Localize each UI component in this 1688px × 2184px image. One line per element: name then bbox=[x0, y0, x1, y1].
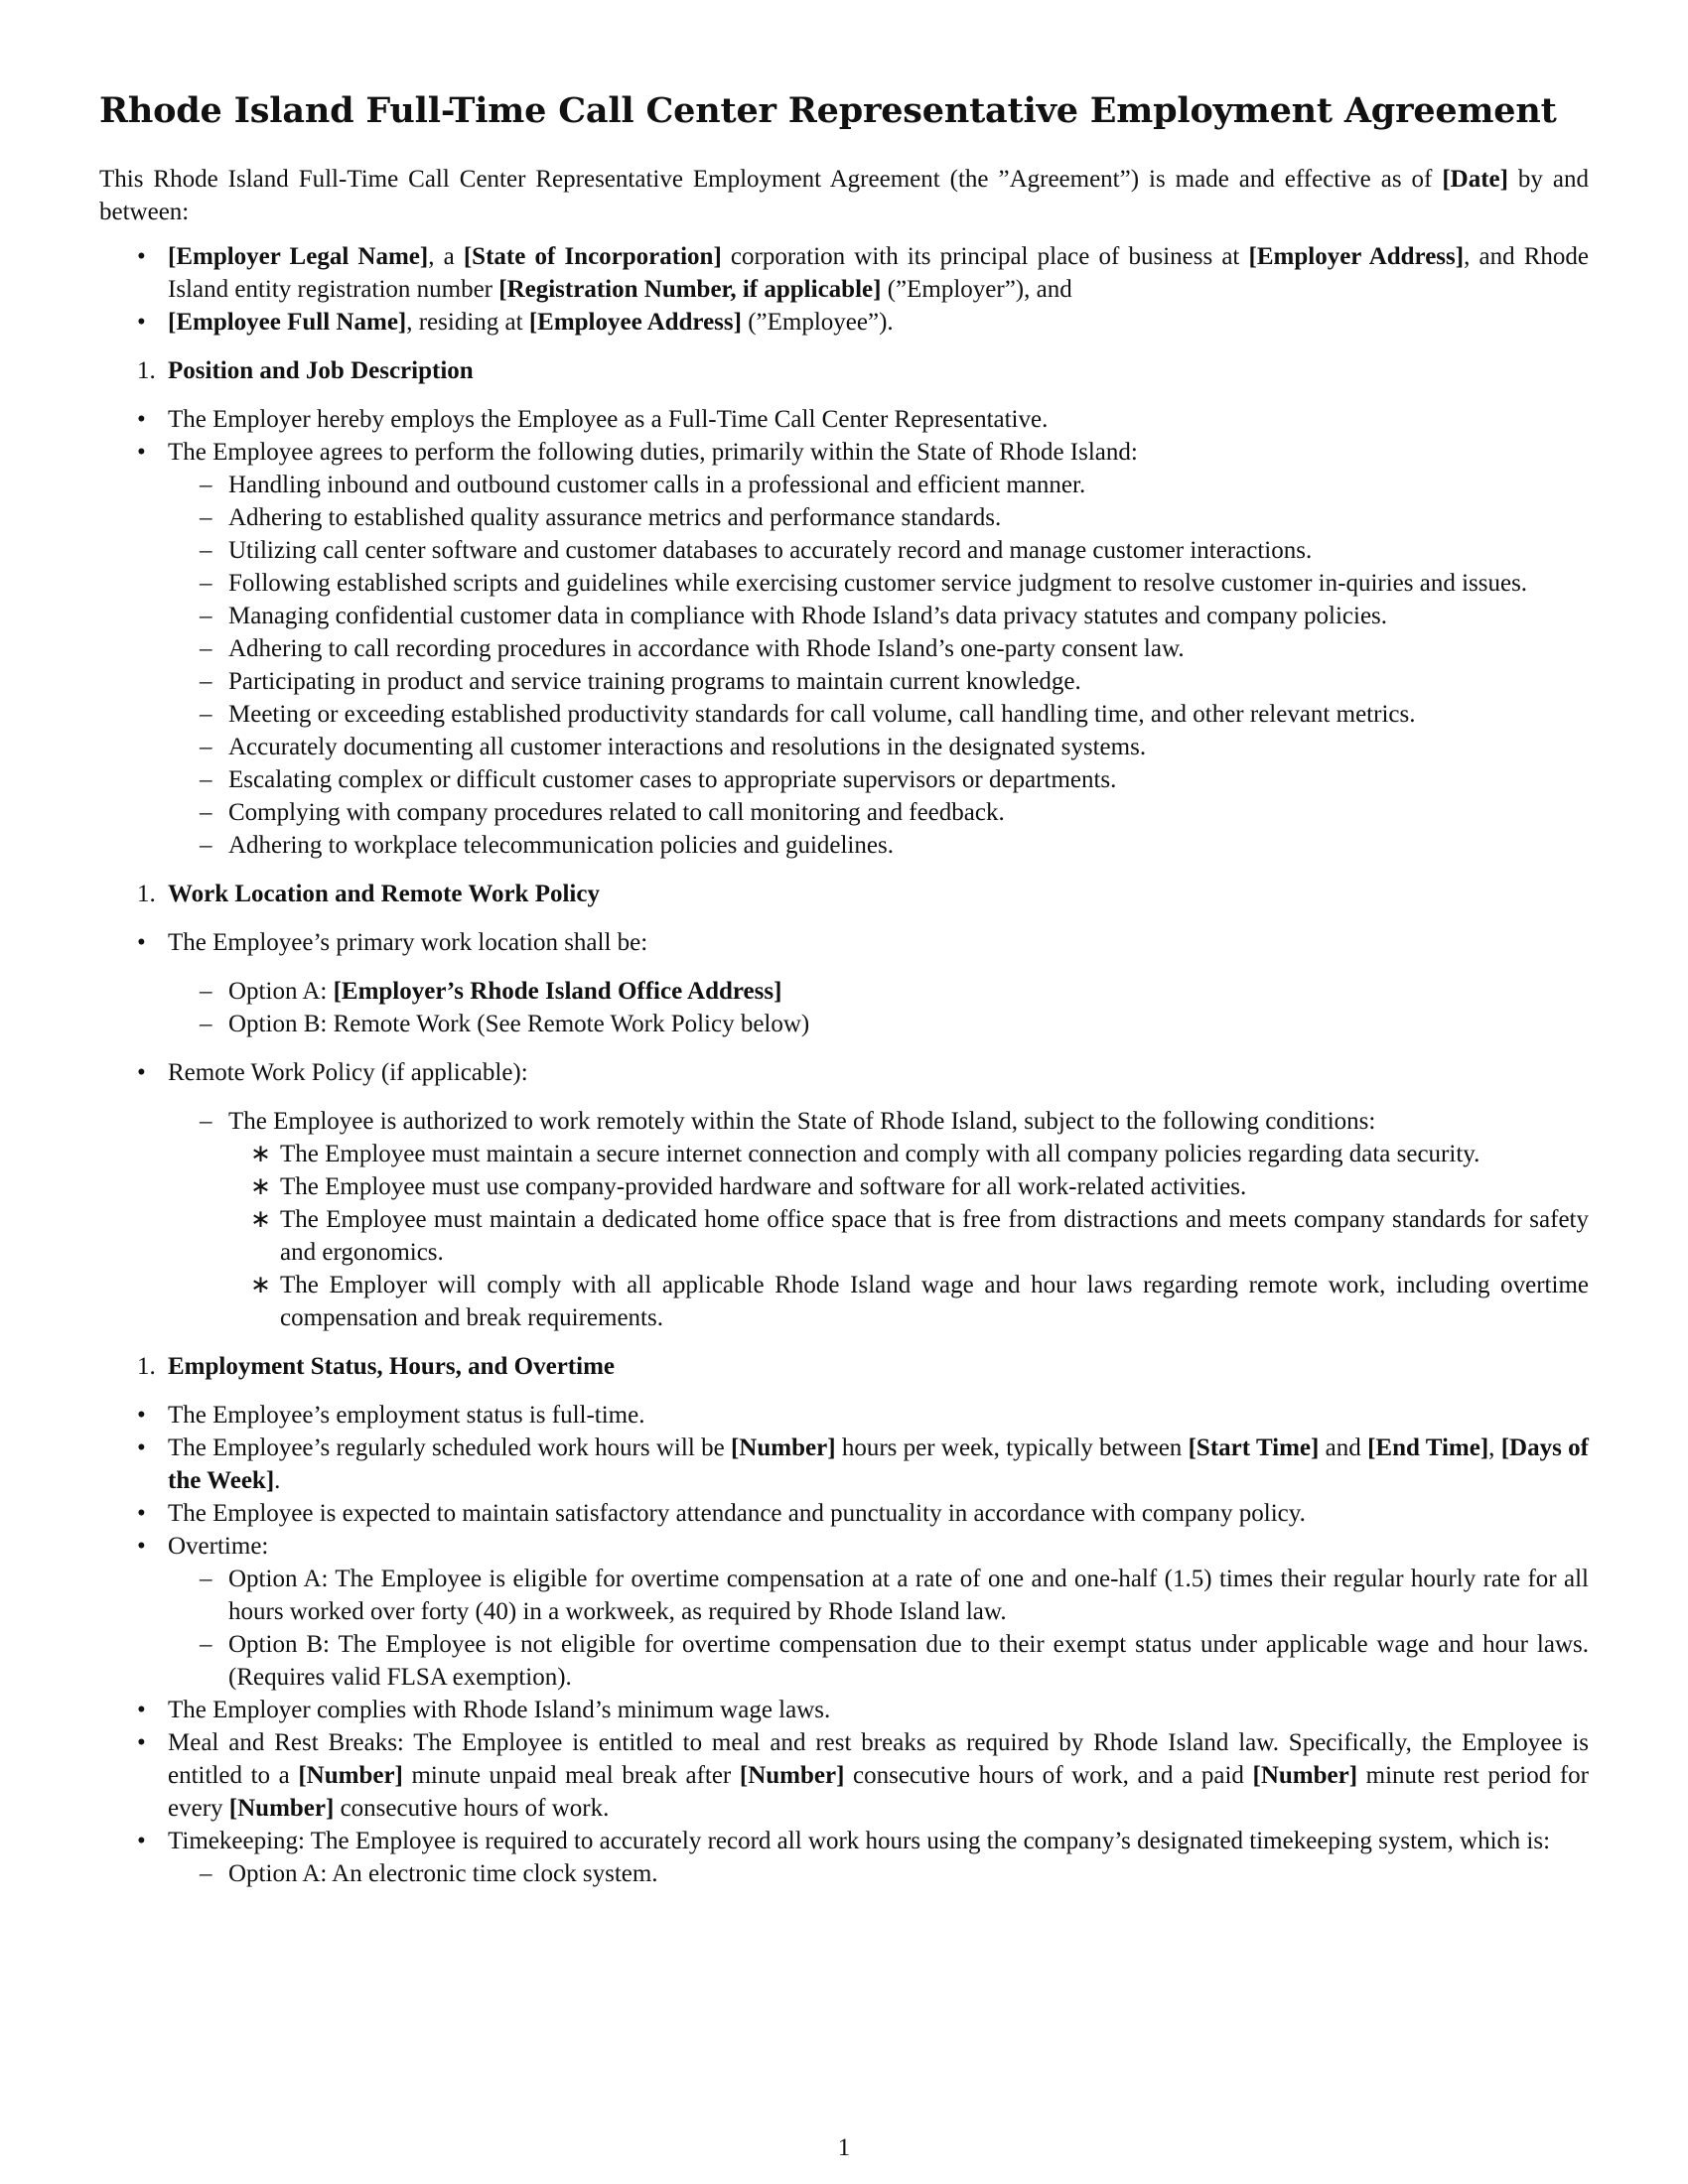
date-placeholder: [Date] bbox=[1442, 166, 1508, 193]
list-item: • The Employee’s employment status is full-time. bbox=[99, 1399, 1589, 1432]
duty-item: – Adhering to call recording procedures in accordance with Rhode Island’s one-party consent law. bbox=[168, 632, 1589, 665]
parties-list bbox=[99, 240, 1589, 339]
duty-item: – Escalating complex or difficult customer cases to appropriate supervisors or departments. bbox=[168, 763, 1589, 796]
list-item: • The Employer hereby employs the Employee as a Full-Time Call Center Representative. bbox=[99, 403, 1589, 436]
duty-item: – Accurately documenting all customer interactions and resolutions in the designated systems. bbox=[168, 731, 1589, 763]
status-list bbox=[99, 1399, 1589, 1890]
duty-item: – Adhering to established quality assurance metrics and performance standards. bbox=[168, 501, 1589, 534]
overtime-option: – Option A: The Employee is eligible for overtime compensation at a rate of one and one-half (1.5) times their regular hourly rate for all hours worked over forty (40) in a workweek, as required by Rhode Island law. bbox=[168, 1563, 1589, 1628]
condition-item: ∗ The Employee must maintain a dedicated home office space that is free from distractions and meets company standards for safety and ergonomics. bbox=[228, 1203, 1589, 1269]
remote-conditions-list bbox=[228, 1138, 1589, 1334]
duty-item: – Adhering to workplace telecommunication policies and guidelines. bbox=[168, 829, 1589, 862]
section-heading-location: 1. Work Location and Remote Work Policy bbox=[137, 881, 600, 907]
duties-list bbox=[168, 469, 1589, 862]
location-option-b: – Option B: Remote Work (See Remote Work Policy below) bbox=[168, 1008, 1589, 1040]
list-item: • The Employer complies with Rhode Island’s minimum wage laws. bbox=[99, 1694, 1589, 1726]
section-heading-position: 1. Position and Job Description bbox=[137, 357, 474, 384]
page-number: 1 bbox=[837, 2134, 851, 2161]
list-item: • Overtime: – Option A: The Employee is eligible for overtime compensation at a rate of one and one-half (1.5) times their regular hourly rate for all hours worked over forty (40) in a workweek, as required by Rhode Island law. – Option B: The Employee is not eligible for overtime compensation due to their exempt status under applicable wage and hour laws. (Requires valid FLSA exemption). bbox=[99, 1530, 1589, 1694]
list-item: • Remote Work Policy (if applicable): – The Employee is authorized to work remotely within the State of Rhode Island, subject to the following conditions: ∗ The Employee must maintain a secure internet connection and comply with all company policies regarding data security. ∗ The Employee must use company-provided hardware and software for all work-related activities. ∗ The Employee must maintain a dedicated home office space that is free from distractions and meets company standards for safety and ergonomics. ∗ The Employer will comply with all applicable Rhode Island wage and hour laws regarding remote work, including overtime compensation and break requirements. bbox=[99, 1056, 1589, 1334]
list-item: • The Employee is expected to maintain satisfactory attendance and punctuality in accordance with company policy. bbox=[99, 1497, 1589, 1530]
overtime-option: – Option B: The Employee is not eligible for overtime compensation due to their exempt status under applicable wage and hour laws. (Requires valid FLSA exemption). bbox=[168, 1628, 1589, 1694]
intro-paragraph: This Rhode Island Full-Time Call Center Representative Employment Agreement (the ”Agreement”) is made and effective as of [Date] by and between: bbox=[99, 166, 1589, 225]
condition-item: ∗ The Employer will comply with all applicable Rhode Island wage and hour laws regarding remote work, including overtime compensation and break requirements. bbox=[228, 1269, 1589, 1334]
duty-item: – Meeting or exceeding established productivity standards for call volume, call handling time, and other relevant metrics. bbox=[168, 698, 1589, 731]
condition-item: ∗ The Employee must maintain a secure internet connection and comply with all company policies regarding data security. bbox=[228, 1138, 1589, 1170]
duty-item: – Participating in product and service training programs to maintain current knowledge. bbox=[168, 665, 1589, 698]
remote-policy-list bbox=[168, 1105, 1589, 1334]
section-heading-status: 1. Employment Status, Hours, and Overtime bbox=[137, 1353, 615, 1380]
list-item: • Meal and Rest Breaks: The Employee is entitled to meal and rest breaks as required by Rhode Island law. Specifically, the Employee is entitled to a [Number] minute unpaid meal break after [Number] consecutive hours of work, and a paid [Number] minute rest period for every [Number] consecutive hours of work. bbox=[99, 1726, 1589, 1825]
location-options bbox=[168, 975, 1589, 1040]
document-page bbox=[99, 87, 1589, 1890]
overtime-options bbox=[168, 1563, 1589, 1694]
location-list bbox=[99, 926, 1589, 1334]
location-option-a: – Option A: [Employer’s Rhode Island Office Address] bbox=[168, 975, 1589, 1008]
duty-item: – Managing confidential customer data in compliance with Rhode Island’s data privacy statutes and company policies. bbox=[168, 600, 1589, 632]
duty-item: – Utilizing call center software and customer databases to accurately record and manage customer interactions. bbox=[168, 534, 1589, 567]
timekeeping-option: – Option A: An electronic time clock system. bbox=[168, 1857, 1589, 1890]
timekeeping-options bbox=[168, 1857, 1589, 1890]
duty-item: – Handling inbound and outbound customer calls in a professional and efficient manner. bbox=[168, 469, 1589, 501]
duty-item: – Complying with company procedures related to call monitoring and feedback. bbox=[168, 796, 1589, 829]
list-item: • Timekeeping: The Employee is required to accurately record all work hours using the company’s designated timekeeping system, which is: – Option A: An electronic time clock system. bbox=[99, 1825, 1589, 1890]
duty-item: – Following established scripts and guidelines while exercising customer service judgment to resolve customer in-quiries and issues. bbox=[168, 567, 1589, 600]
employer-party: • [Employer Legal Name], a [State of Incorporation] corporation with its principal place of business at [Employer Address], and Rhode Island entity registration number [Registration Number, if applicable] (”Employer”), and bbox=[99, 240, 1589, 306]
list-item: • The Employee’s regularly scheduled work hours will be [Number] hours per week, typically between [Start Time] and [End Time], [Days of the Week]. bbox=[99, 1432, 1589, 1497]
list-item: • The Employee agrees to perform the following duties, primarily within the State of Rhode Island: – Handling inbound and outbound customer calls in a professional and efficient manner. – Adhering to established quality assurance metrics and performance standards. – Utilizing call center software and customer databases to accurately record and manage customer interactions. – Following established scripts and guidelines while exercising customer service judgment to resolve customer in-quiries and issues. – Managing confidential customer data in compliance with Rhode Island’s data privacy statutes and company policies. – Adhering to call recording procedures in accordance with Rhode Island’s one-party consent law. – Participating in product and service training programs to maintain current knowledge. – Meeting or exceeding established productivity standards for call volume, call handling time, and other relevant metrics. – Accurately documenting all customer interactions and resolutions in the designated systems. – Escalating complex or difficult customer cases to appropriate supervisors or departments. – Complying with company procedures related to call monitoring and feedback. – Adhering to workplace telecommunication policies and guidelines. bbox=[99, 436, 1589, 862]
list-item: • The Employee’s primary work location shall be: – Option A: [Employer’s Rhode Island Office Address] – Option B: Remote Work (See Remote Work Policy below) bbox=[99, 926, 1589, 1040]
position-list bbox=[99, 403, 1589, 862]
document-title: Rhode Island Full-Time Call Center Representative Employment Agreement bbox=[99, 90, 1557, 131]
remote-policy-item: – The Employee is authorized to work remotely within the State of Rhode Island, subject to the following conditions: ∗ The Employee must maintain a secure internet connection and comply with all company policies regarding data security. ∗ The Employee must use company-provided hardware and software for all work-related activities. ∗ The Employee must maintain a dedicated home office space that is free from distractions and meets company standards for safety and ergonomics. ∗ The Employer will comply with all applicable Rhode Island wage and hour laws regarding remote work, including overtime compensation and break requirements. bbox=[168, 1105, 1589, 1334]
employee-party: • [Employee Full Name], residing at [Employee Address] (”Employee”). bbox=[99, 306, 1589, 339]
condition-item: ∗ The Employee must use company-provided hardware and software for all work-related activities. bbox=[228, 1170, 1589, 1203]
